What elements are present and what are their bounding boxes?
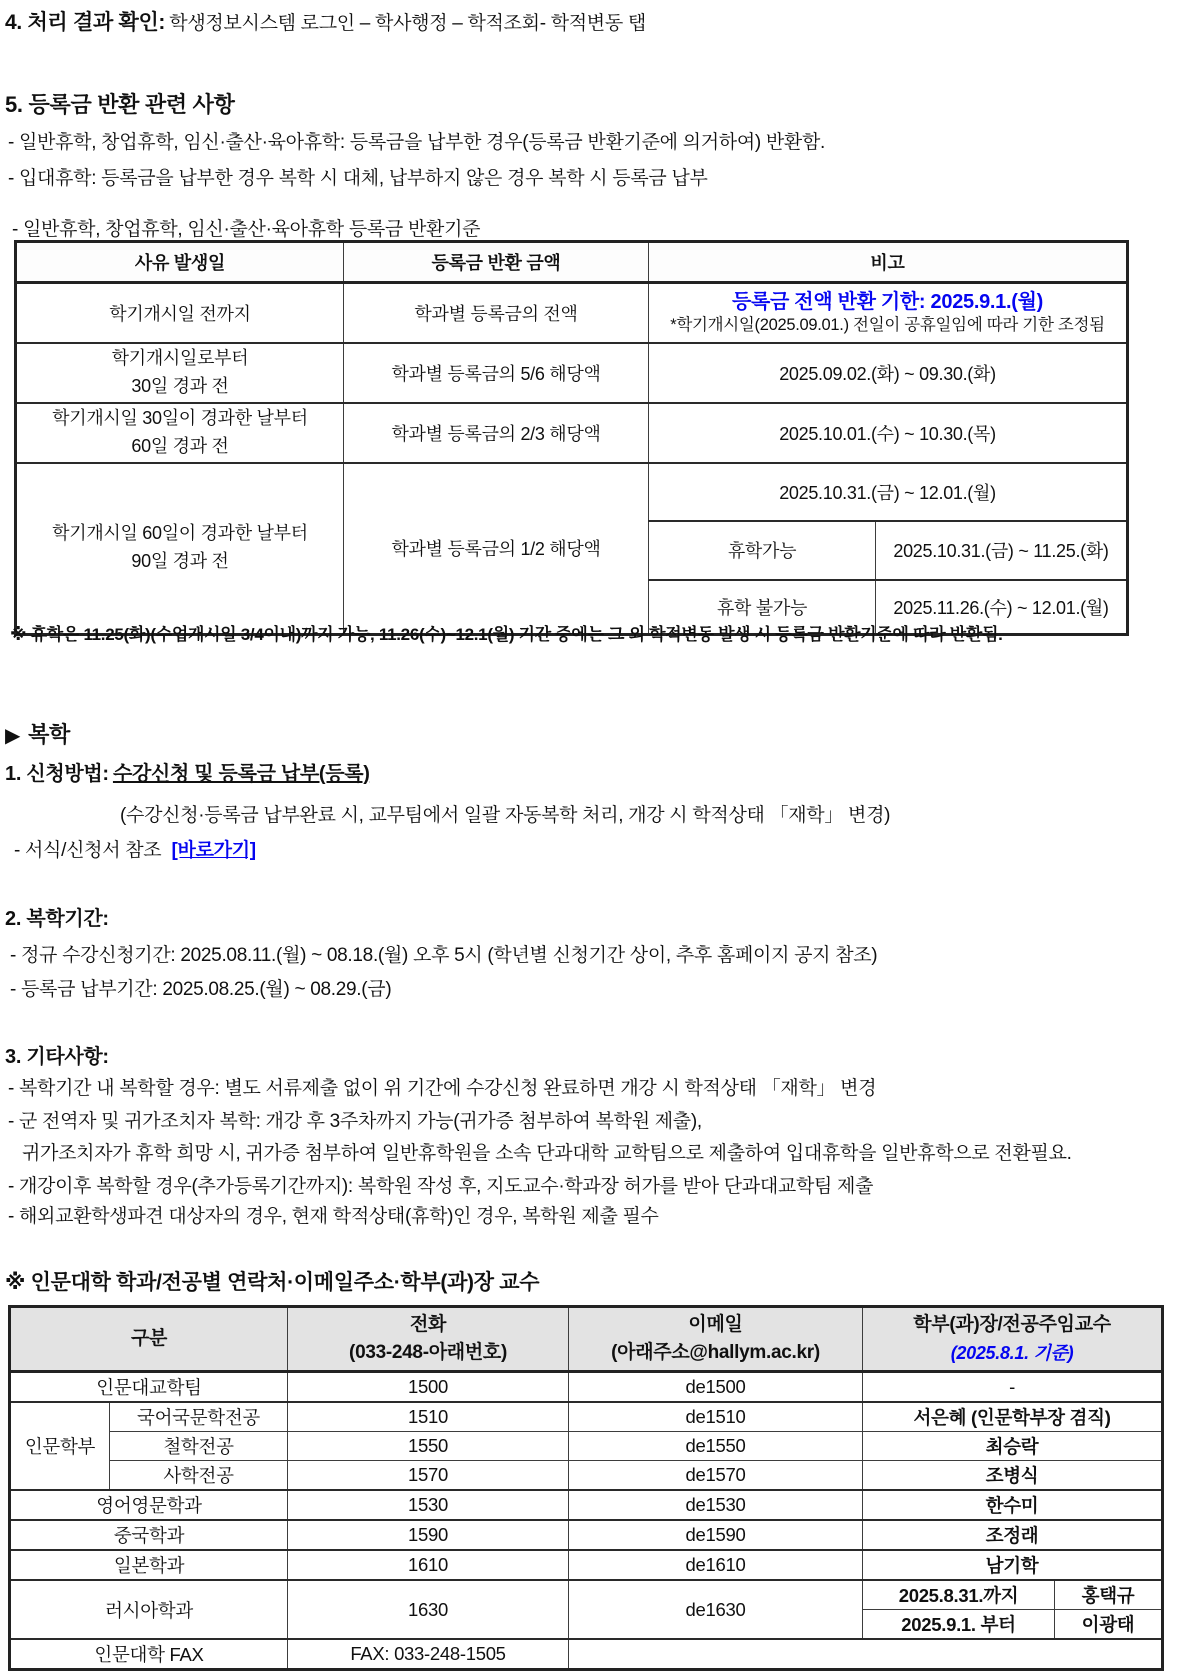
phone-cell: 1630 — [288, 1580, 569, 1639]
head-header-line1: 학부(과)장/전공주임교수 — [913, 1314, 1111, 1336]
leave-possible-period: 2025.10.31.(금) ~ 11.25.(화) — [876, 521, 1128, 580]
return-title-text: 복학 — [28, 722, 70, 747]
contact-row-russia — [10, 1580, 1163, 1610]
return-method-note: (수강신청·등록금 납부완료 시, 교무팀에서 일괄 자동복학 처리, 개강 시 학적상태 「재학」 변경) — [120, 805, 891, 826]
return-section-title — [5, 718, 70, 749]
refund-row-before-start — [16, 283, 1128, 344]
head-name-from: 이광태 — [1055, 1610, 1163, 1640]
major-cell: 사학전공 — [110, 1461, 288, 1491]
empty-cell — [569, 1639, 1163, 1670]
head-cell: 최승락 — [863, 1432, 1163, 1461]
dept-cell: 영어영문학과 — [10, 1490, 288, 1520]
cause-line1: 학기개시일 30일이 경과한 날부터 — [52, 407, 308, 428]
return-method-label: 1. 신청방법: — [5, 763, 109, 785]
contact-row-fax — [10, 1639, 1163, 1670]
form-reference-line — [14, 835, 256, 862]
head-period-until: 2025.8.31.까지 — [863, 1580, 1055, 1610]
email-cell: de1570 — [569, 1461, 863, 1491]
full-refund-deadline: 등록금 전액 반환 기한: 2025.9.1.(월) — [731, 290, 1043, 313]
section5-title: 5. 등록금 반환 관련 사항 — [5, 92, 235, 117]
phone-header-line1: 전화 — [409, 1313, 447, 1335]
refund-table — [14, 240, 1129, 636]
cause-line2: 90일 경과 전 — [131, 551, 229, 572]
amount-cell: 학과별 등록금의 2/3 해당액 — [344, 403, 649, 463]
note-cell: 2025.10.01.(수) ~ 10.30.(목) — [649, 403, 1128, 463]
head-period-from: 2025.9.1. 부터 — [863, 1610, 1055, 1640]
head-cell: 남기학 — [863, 1550, 1163, 1580]
cause-cell — [16, 403, 344, 463]
dept-cell: 중국학과 — [10, 1520, 288, 1550]
email-header-line2: (아래주소@hallym.ac.kr) — [611, 1342, 820, 1363]
phone-cell: 1570 — [288, 1461, 569, 1491]
form-reference-link[interactable]: [바로가기] — [171, 840, 256, 861]
contact-row-china — [10, 1520, 1163, 1550]
etc-line-3: - 개강이후 복학할 경우(추가등록기간까지): 복학원 작성 후, 지도교수·학과장 허가를 받아 단과대교학팀 제출 — [8, 1176, 874, 1197]
refund-header-cause: 사유 발생일 — [16, 242, 344, 283]
dept-cell: 인문대교학팀 — [10, 1372, 288, 1403]
refund-row-60days — [16, 403, 1128, 463]
contact-section-title: ※ 인문대학 학과/전공별 연락처·이메일주소·학부(과)장 교수 — [5, 1271, 540, 1294]
return-method-value: 수강신청 및 등록금 납부(등록) — [112, 763, 370, 785]
fax-cell: FAX: 033-248-1505 — [288, 1639, 569, 1670]
etc-title: 3. 기타사항: — [5, 1046, 109, 1068]
course-registration-period: - 정규 수강신청기간: 2025.08.11.(월) ~ 08.18.(월) 오후 5시 (학년별 신청기간 상이, 추후 홈페이지 공지 참조) — [10, 945, 878, 966]
cause-line2: 60일 경과 전 — [131, 435, 229, 456]
leave-impossible-label: 휴학 불가능 — [649, 580, 876, 635]
cause-cell — [16, 343, 344, 403]
email-cell: de1610 — [569, 1550, 863, 1580]
major-cell: 국어국문학전공 — [110, 1402, 288, 1432]
major-cell: 철학전공 — [110, 1432, 288, 1461]
contact-row-korean-lit — [10, 1402, 1163, 1432]
form-reference-label: - 서식/신청서 참조 — [14, 840, 162, 861]
section5-bullet-general: - 일반휴학, 창업휴학, 임신·출산·육아휴학: 등록금을 납부한 경우(등록금 반환기준에 의거하여) 반환함. — [8, 132, 826, 153]
head-cell: 한수미 — [863, 1490, 1163, 1520]
cause-line1: 학기개시일 60일이 경과한 날부터 — [52, 523, 308, 544]
refund-footnote: ※ 휴학은 11.25(화)(수업개시일 3/4이내)까지 가능, 11.26(수)~12.1(월) 기간 중에는 그 외 학적변동 발생 시 등록금 반환기준에 따라 반환됨. — [10, 625, 1003, 644]
step4-line — [5, 6, 646, 36]
contact-header-row — [10, 1307, 1163, 1372]
return-period-title: 2. 복학기간: — [5, 908, 109, 930]
head-cell: - — [863, 1372, 1163, 1403]
refund-header-row — [16, 242, 1128, 283]
email-cell: de1550 — [569, 1432, 863, 1461]
email-cell: de1510 — [569, 1402, 863, 1432]
amount-cell: 학과별 등록금의 1/2 해당액 — [344, 463, 649, 635]
cause-line2: 30일 경과 전 — [131, 375, 229, 396]
dept-cell: 러시아학과 — [10, 1580, 288, 1639]
triangle-marker-icon: ▶ — [5, 725, 21, 747]
head-cell: 조정래 — [863, 1520, 1163, 1550]
dept-cell: 일본학과 — [10, 1550, 288, 1580]
section5-bullet-military: - 입대휴학: 등록금을 납부한 경우 복학 시 대체, 납부하지 않은 경우 복학 시 등록금 납부 — [8, 168, 708, 189]
phone-cell: 1550 — [288, 1432, 569, 1461]
phone-cell: 1500 — [288, 1372, 569, 1403]
return-method-line — [5, 757, 370, 786]
email-cell: de1630 — [569, 1580, 863, 1639]
amount-cell: 학과별 등록금의 전액 — [344, 283, 649, 344]
contact-header-phone — [288, 1307, 569, 1372]
contact-header-email — [569, 1307, 863, 1372]
dept-cell: 인문대학 FAX — [10, 1639, 288, 1670]
refund-table-caption: - 일반휴학, 창업휴학, 임신·출산·육아휴학 등록금 반환기준 — [12, 219, 481, 240]
note-cell: 2025.09.02.(화) ~ 09.30.(화) — [649, 343, 1128, 403]
phone-cell: 1510 — [288, 1402, 569, 1432]
cause-line1: 학기개시일로부터 — [111, 348, 249, 368]
contact-row-japan — [10, 1550, 1163, 1580]
leave-impossible-period: 2025.11.26.(수) ~ 12.01.(월) — [876, 580, 1128, 635]
full-refund-note: *학기개시일(2025.09.01.) 전일이 공휴일임에 따라 기한 조정됨 — [670, 315, 1105, 334]
contact-table — [8, 1305, 1164, 1671]
etc-line-4: - 해외교환학생파견 대상자의 경우, 현재 학적상태(휴학)인 경우, 복학원 제출 필수 — [8, 1206, 659, 1227]
phone-cell: 1530 — [288, 1490, 569, 1520]
email-cell: de1590 — [569, 1520, 863, 1550]
head-header-asof: (2025.8.1. 기준) — [950, 1342, 1074, 1363]
head-name-until: 홍택규 — [1055, 1580, 1163, 1610]
cause-cell: 학기개시일 전까지 — [16, 283, 344, 344]
email-cell: de1530 — [569, 1490, 863, 1520]
leave-possible-label: 휴학가능 — [649, 521, 876, 580]
contact-row-english — [10, 1490, 1163, 1520]
etc-line-2: - 군 전역자 및 귀가조치자 복학: 개강 후 3주차까지 가능(귀가증 첨부하여 복학원 제출), — [8, 1111, 702, 1132]
phone-cell: 1590 — [288, 1520, 569, 1550]
note-cell — [649, 283, 1128, 344]
contact-row-history — [10, 1461, 1163, 1491]
contact-header-head-professor — [863, 1307, 1163, 1372]
cause-cell — [16, 463, 344, 635]
tuition-payment-period: - 등록금 납부기간: 2025.08.25.(월) ~ 08.29.(금) — [10, 979, 392, 1000]
head-cell: 조병식 — [863, 1461, 1163, 1491]
faculty-group-cell: 인문학부 — [10, 1402, 110, 1490]
contact-row-office — [10, 1372, 1163, 1403]
contact-header-category: 구분 — [10, 1307, 288, 1372]
refund-header-amount: 등록금 반환 금액 — [344, 242, 649, 283]
etc-line-1: - 복학기간 내 복학할 경우: 별도 서류제출 없이 위 기간에 수강신청 완료하면 개강 시 학적상태 「재학」 변경 — [8, 1078, 877, 1099]
email-header-line1: 이메일 — [688, 1313, 743, 1335]
step4-text: 학생정보시스템 로그인 – 학사행정 – 학적조회- 학적변동 탭 — [169, 13, 646, 34]
refund-header-note: 비고 — [649, 242, 1128, 283]
head-cell: 서은혜 (인문학부장 겸직) — [863, 1402, 1163, 1432]
refund-row-90days — [16, 463, 1128, 521]
refund-row-30days — [16, 343, 1128, 403]
phone-cell: 1610 — [288, 1550, 569, 1580]
etc-line-2-continued: 귀가조치자가 휴학 희망 시, 귀가증 첨부하여 일반휴학원을 소속 단과대학 교학팀으로 제출하여 입대휴학을 일반휴학으로 전환필요. — [22, 1143, 1072, 1164]
note-cell: 2025.10.31.(금) ~ 12.01.(월) — [649, 463, 1128, 521]
phone-header-line2: (033-248-아래번호) — [349, 1342, 507, 1363]
contact-row-philosophy — [10, 1432, 1163, 1461]
amount-cell: 학과별 등록금의 5/6 해당액 — [344, 343, 649, 403]
step4-label: 4. 처리 결과 확인: — [5, 11, 166, 34]
email-cell: de1500 — [569, 1372, 863, 1403]
